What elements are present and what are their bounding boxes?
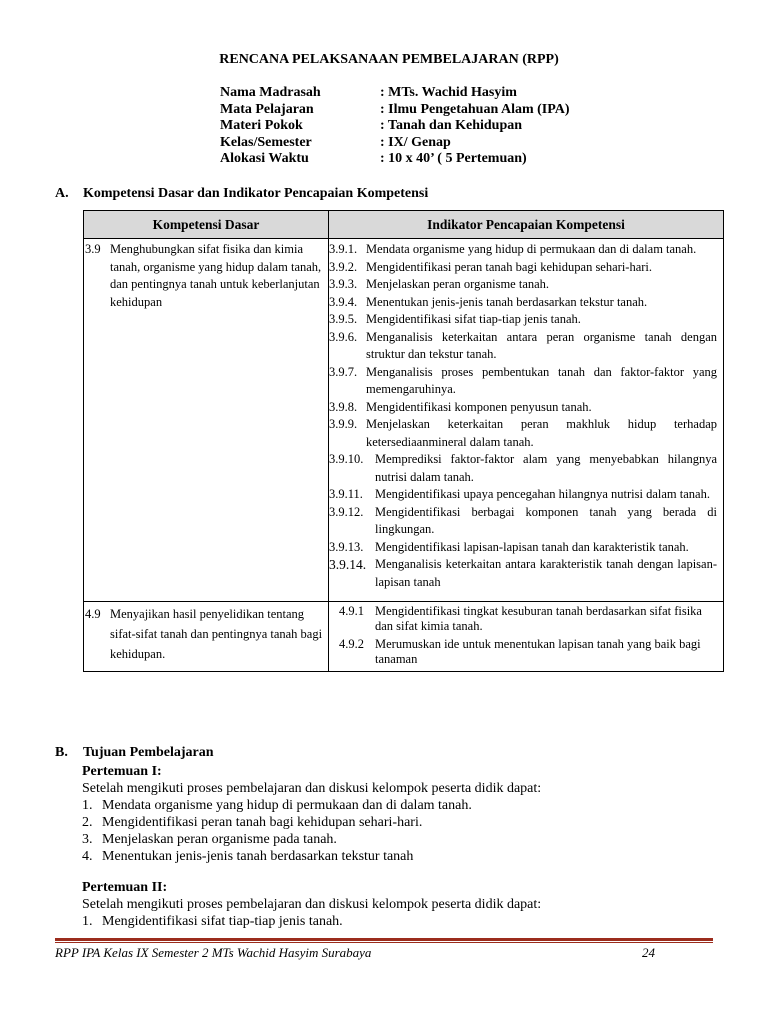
indicator-item: [329, 399, 723, 417]
meta-label: Kelas/Semester: [220, 134, 312, 150]
indicator-number: 3.9.4.: [329, 294, 358, 309]
indicator-text: Menjelaskan keterkaitan peran makhluk hidup terhadap ketersediaanmineral dalam tanah.: [366, 417, 717, 449]
kd-cell: [84, 602, 329, 672]
indicator-text: Mengidentifikasi tingkat kesuburan tanah berdasarkan sifat fisika dan sifat kimia tanah.: [375, 604, 702, 633]
list-number: 3.: [82, 832, 93, 847]
indicator-item: [329, 364, 723, 399]
objective-list: [82, 797, 541, 865]
page-title: RENCANA PELAKSANAAN PEMBELAJARAN (RPP): [219, 52, 559, 67]
meta-value: : IX/ Genap: [380, 134, 451, 150]
meta-value: : Ilmu Pengetahuan Alam (IPA): [380, 101, 570, 117]
meta-row: [220, 118, 570, 135]
list-number: 2.: [82, 815, 93, 830]
indicator-number: 3.9.5.: [329, 312, 358, 326]
indicator-item: [329, 241, 723, 259]
indicator-number: 3.9.7.: [329, 364, 358, 379]
list-item: [82, 797, 541, 814]
indicator-text: Mengidentifikasi berbagai komponen tanah yang berada di lingkungan.: [375, 504, 717, 536]
kd-number: 4.9: [85, 607, 101, 621]
meeting-block: [82, 879, 541, 930]
kd-text: Menghubungkan sifat fisika dan kimia tanah, organisme yang hidup dalam tanah, dan pentingnya tanah untuk keberlanjutan kehidupan: [110, 242, 322, 309]
list-text: Mengidentifikasi peran tanah bagi kehidupan sehari-hari.: [102, 815, 423, 830]
indicator-item: [329, 556, 723, 591]
kd-cell: [84, 239, 329, 602]
meta-label: Nama Madrasah: [220, 85, 321, 100]
indicator-number: 3.9.2.: [329, 259, 358, 274]
indicator-text: Mengidentifikasi upaya pencegahan hilangnya nutrisi dalam tanah.: [375, 487, 710, 501]
indicator-number: 3.9.13.: [329, 539, 364, 554]
indicator-item: [329, 416, 723, 451]
meta-label: Alokasi Waktu: [220, 151, 309, 166]
indicator-number: 3.9.11.: [329, 487, 363, 501]
meta-row: [220, 135, 570, 152]
indicator-number: 4.9.2: [339, 637, 364, 651]
indicator-number: 3.9.1.: [329, 242, 358, 256]
indicator-number: 3.9.8.: [329, 399, 358, 414]
indicator-text: Menganalisis proses pembentukan tanah dan faktor-faktor yang memengaruhinya.: [366, 364, 717, 396]
table-header-cell: Indikator Pencapaian Kompetensi: [329, 211, 724, 239]
indicator-text: Menganalisis keterkaitan antara peran organisme tanah dengan struktur dan tekstur tanah.: [366, 329, 717, 361]
table-header-cell: Kompetensi Dasar: [84, 211, 329, 239]
indicator-text: Menganalisis keterkaitan antara karakteristik tanah dengan lapisan-lapisan tanah: [375, 557, 717, 589]
indicator-text: Mengidentifikasi komponen penyusun tanah.: [366, 399, 592, 414]
indicator-text: Memprediksi faktor-faktor alam yang menyebabkan hilangnya nutrisi dalam tanah.: [375, 452, 717, 484]
footer-rule: [55, 942, 713, 943]
meta-row: [220, 102, 570, 119]
list-item: [82, 814, 541, 831]
meeting-title: Pertemuan II:: [82, 880, 168, 895]
kd-number: 3.9: [85, 242, 101, 256]
indicator-item: [329, 504, 723, 539]
kd-text: Menyajikan hasil penyelidikan tentang sifat-sifat tanah dan pentingnya tanah bagi kehidupan.: [110, 607, 323, 661]
objective-list: [82, 913, 541, 930]
indicator-item: [329, 259, 723, 277]
competency-table: [83, 210, 724, 672]
indicator-text: Mengidentifikasi peran tanah bagi kehidupan sehari-hari.: [366, 259, 653, 274]
meta-label: Mata Pelajaran: [220, 101, 314, 117]
indicator-text: Menentukan jenis-jenis tanah berdasarkan tekstur tanah.: [366, 294, 648, 309]
section-a-heading: [55, 186, 428, 202]
list-text: Menentukan jenis-jenis tanah berdasarkan tekstur tanah: [102, 849, 414, 864]
meta-value: : MTs. Wachid Hasyim: [380, 85, 517, 100]
indicator-number: 4.9.1: [339, 604, 364, 618]
indicator-text: Mendata organisme yang hidup di permukaan dan di dalam tanah.: [366, 242, 697, 256]
meta-row: [220, 151, 570, 168]
list-item: [82, 831, 541, 848]
meeting-title: Pertemuan I:: [82, 764, 162, 779]
indicator-number: 3.9.10.: [329, 452, 364, 466]
indicator-number: 3.9.6.: [329, 329, 358, 344]
table-row: [84, 602, 724, 672]
indicator-item: [329, 637, 723, 667]
indicator-cell: [329, 602, 724, 672]
meta-row: [220, 85, 570, 102]
indicator-item: [329, 539, 723, 557]
indicator-item: [329, 276, 723, 294]
list-item: [82, 913, 541, 930]
indicator-text: Menjelaskan peran organisme tanah.: [366, 277, 550, 291]
indicator-item: [329, 294, 723, 312]
indicator-item: [329, 604, 723, 634]
table-header-row: [84, 211, 724, 239]
indicator-item: [329, 311, 723, 329]
table-row: [84, 239, 724, 602]
indicator-number: 3.9.3.: [329, 277, 358, 291]
list-number: 1.: [82, 798, 93, 813]
section-title: Kompetensi Dasar dan Indikator Pencapaian Kompetensi: [83, 186, 429, 201]
indicator-text: Merumuskan ide untuk menentukan lapisan tanah yang baik bagi tanaman: [375, 637, 701, 666]
section-title: Tujuan Pembelajaran: [83, 745, 214, 760]
indicator-item: [329, 451, 723, 486]
section-letter: A.: [55, 186, 69, 201]
indicator-number: 3.9.14.: [329, 557, 367, 572]
meta-value: : Tanah dan Kehidupan: [380, 118, 523, 133]
page-footer: [55, 945, 655, 961]
indicator-item: [329, 329, 723, 364]
footer-text: RPP IPA Kelas IX Semester 2 MTs Wachid Hasyim Surabaya: [55, 945, 372, 960]
document-meta: [220, 85, 570, 168]
indicator-text: Mengidentifikasi lapisan-lapisan tanah dan karakteristik tanah.: [375, 539, 689, 554]
indicator-cell: [329, 239, 724, 602]
meeting-block: [82, 763, 541, 865]
indicator-number: 3.9.12.: [329, 504, 364, 519]
meeting-intro: Setelah mengikuti proses pembelajaran dan diskusi kelompok peserta didik dapat:: [82, 781, 542, 796]
section-letter: B.: [55, 745, 68, 760]
list-number: 4.: [82, 849, 93, 864]
meta-label: Materi Pokok: [220, 118, 303, 133]
list-text: Mengidentifikasi sifat tiap-tiap jenis tanah.: [102, 914, 343, 929]
list-text: Mendata organisme yang hidup di permukaan dan di dalam tanah.: [102, 798, 472, 813]
section-b-heading: [55, 745, 214, 761]
list-number: 1.: [82, 914, 93, 929]
indicator-number: 3.9.9.: [329, 417, 358, 431]
indicator-text: Mengidentifikasi sifat tiap-tiap jenis tanah.: [366, 312, 581, 326]
meeting-intro: Setelah mengikuti proses pembelajaran dan diskusi kelompok peserta didik dapat:: [82, 897, 542, 912]
meta-value: : 10 x 40’ ( 5 Pertemuan): [380, 151, 527, 166]
list-item: [82, 848, 541, 865]
list-text: Menjelaskan peran organisme pada tanah.: [102, 832, 337, 847]
page-number: 24: [642, 945, 655, 960]
indicator-item: [329, 486, 723, 504]
footer-rule: [55, 938, 713, 941]
